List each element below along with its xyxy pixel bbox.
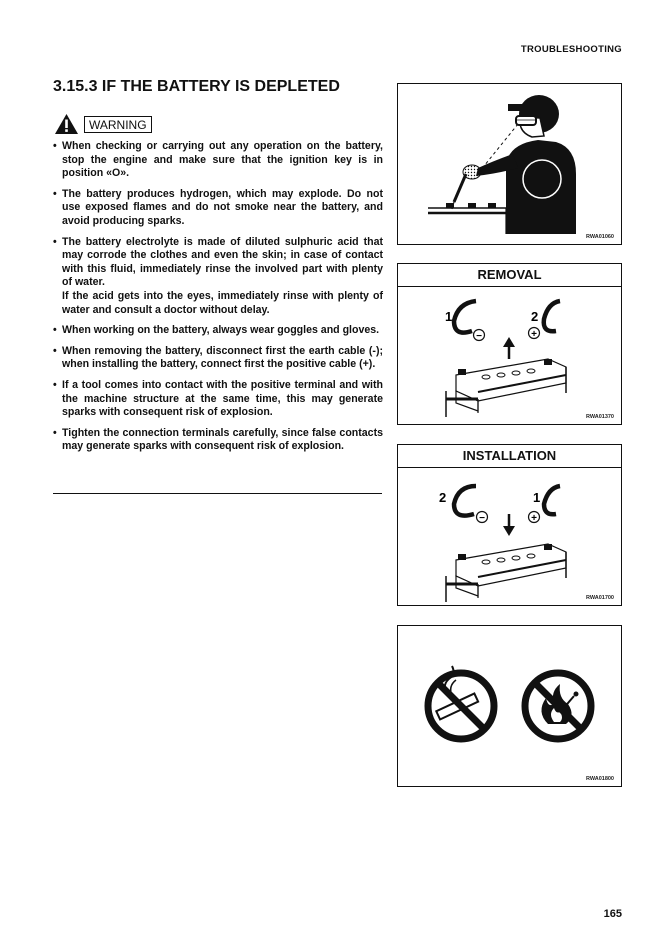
warning-label: WARNING [84, 116, 152, 133]
negative-sign: − [476, 331, 482, 342]
list-item-text: The battery produces hydrogen, which may explode. Do not use exposed flames and do not smoke near the battery, and avoid producing sparks. [62, 187, 383, 227]
running-header: TROUBLESHOOTING [520, 44, 622, 55]
prohibition-illustration [398, 626, 621, 786]
removal-title: REMOVAL [398, 264, 621, 287]
no-smoking-icon [428, 666, 494, 739]
section-title: 3.15.3 IF THE BATTERY IS DEPLETED [53, 78, 340, 95]
positive-sign: + [531, 513, 537, 524]
figure-code: RWA01700 [585, 595, 614, 601]
list-item-text: When checking or carrying out any operation on the battery, stop the engine and make sure that the ignition key is in position «O». [62, 140, 383, 180]
figure-code: RWA01060 [585, 234, 614, 240]
installation-illustration [398, 468, 621, 606]
step-number-left: 2 [439, 490, 447, 505]
page-number: 165 [603, 908, 622, 920]
list-item-text: When removing the battery, disconnect first the earth cable (-); when installing the battery, connect first the positive cable (+). [62, 344, 383, 371]
section-divider [53, 493, 382, 494]
list-item [53, 379, 383, 420]
warning-triangle-icon [54, 113, 79, 135]
figure-code: RWA01370 [585, 414, 614, 420]
prohibition-figure [397, 625, 622, 787]
figure-code: RWA01800 [585, 776, 614, 782]
step-number-right: 1 [533, 490, 541, 505]
removal-illustration [398, 287, 621, 425]
goggles-gloves-illustration [398, 84, 621, 244]
step-number-right: 2 [531, 309, 539, 324]
warning-list [53, 140, 383, 461]
removal-figure [397, 263, 622, 425]
list-item [53, 236, 383, 318]
list-item-text: If a tool comes into contact with the positive terminal and with the machine structure at the same time, this may generate sparks with consequent risk of explosion. [62, 378, 383, 419]
list-item [53, 140, 383, 181]
installation-figure [397, 444, 622, 606]
positive-sign: + [531, 329, 537, 340]
list-item [53, 188, 383, 229]
list-item [53, 427, 383, 454]
list-item-text: Tighten the connection terminals carefully, since false contacts may generate sparks with consequent risk of explosion. [62, 426, 383, 453]
installation-title: INSTALLATION [398, 445, 621, 468]
list-item [53, 324, 383, 338]
list-item-text: When working on the battery, always wear goggles and gloves. [62, 324, 380, 337]
negative-sign: − [479, 513, 485, 524]
safety-figure [397, 83, 622, 245]
list-item-extra: If the acid gets into the eyes, immediately rinse with plenty of water and consult a doctor without delay. [62, 289, 383, 316]
step-number-left: 1 [445, 309, 453, 324]
no-open-flame-icon [525, 673, 591, 739]
warning-block [54, 113, 152, 135]
list-item [53, 345, 383, 372]
list-item-text: The battery electrolyte is made of diluted sulphuric acid that may corrode the clothes and even the skin; in case of contact with this fluid, immediately rinse the involved part with plenty of water. [62, 235, 383, 289]
